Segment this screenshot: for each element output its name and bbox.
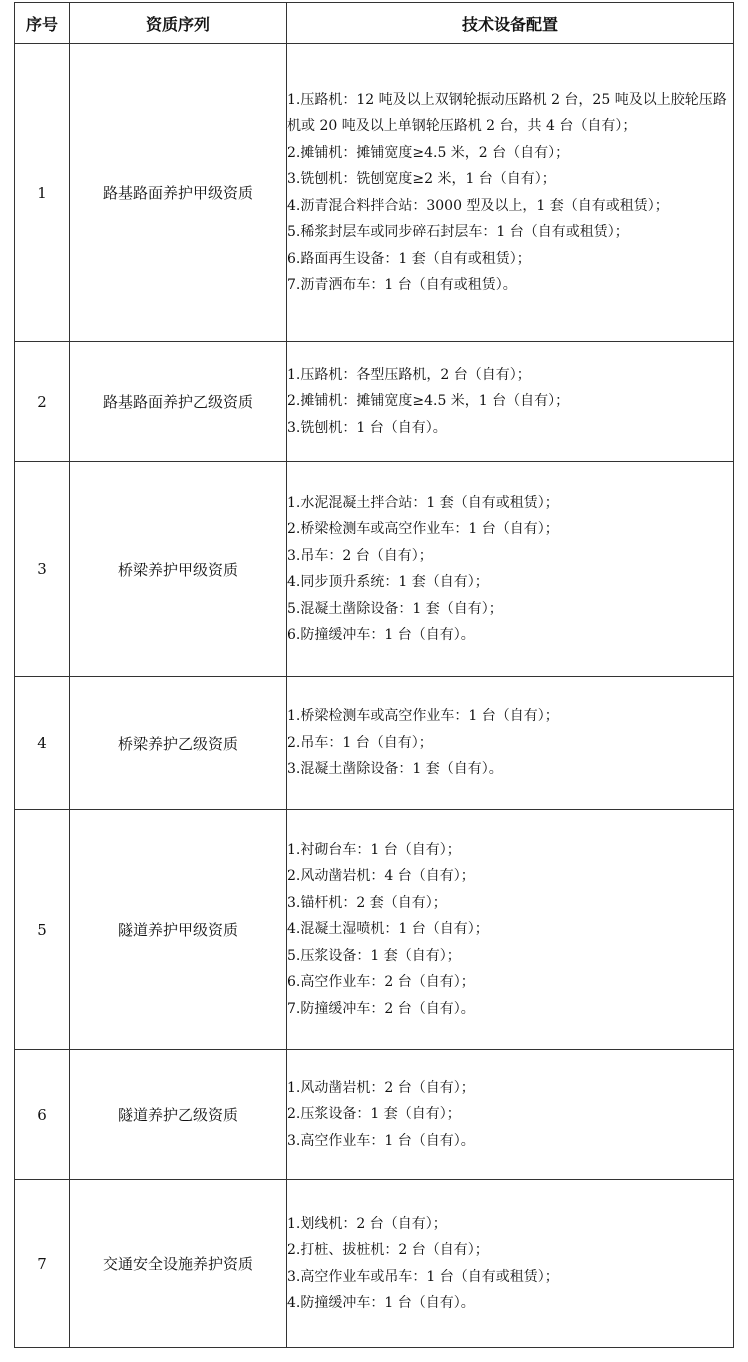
equipment-item: 3.铣刨机：1 台（自有）。 [287,419,447,436]
equipment-item: 2.摊铺机：摊铺宽度≥4.5 米，1 台（自有）； [287,393,570,410]
equipment-item: 2.打桩、拔桩机：2 台（自有）； [287,1242,489,1258]
equipment-item: 3.混凝土凿除设备：1 套（自有）。 [287,761,503,778]
equipment-item: 4.沥青混合料拌合站：3000 型及以上，1 套（自有或租赁）； [287,197,669,214]
header-qualification-sequence: 资质序列 [70,3,287,44]
table-row [15,1050,734,1180]
equipment-item: 6.高空作业车：2 台（自有）； [287,974,475,991]
row-number: 2 [15,342,70,462]
qualification-name: 交通安全设施养护资质 [70,1180,287,1348]
equipment-item: 6.防撞缓冲车：1 台（自有）。 [287,627,475,643]
equipment-item: 2.吊车：1 台（自有）； [287,734,433,751]
qualification-name: 隧道养护甲级资质 [70,810,287,1050]
equipment-item: 3.高空作业车或吊车：1 台（自有或租赁）； [287,1268,559,1285]
equipment-item: 3.铣刨机：铣刨宽度≥2 米，1 台（自有）； [287,171,556,187]
table-row [15,677,734,810]
equipment-item: 1.桥梁检测车或高空作业车：1 台（自有）； [287,708,559,725]
equipment-item: 4.同步顶升系统：1 套（自有）； [287,574,489,590]
equipment-item: 2.摊铺机：摊铺宽度≥4.5 米，2 台（自有）； [287,144,570,161]
equipment-item: 5.压浆设备：1 套（自有）； [287,947,461,964]
qualification-name: 路基路面养护乙级资质 [70,342,287,462]
row-number: 4 [15,677,70,810]
equipment-item: 1.风动凿岩机：2 台（自有）； [287,1079,475,1096]
equipment-item: 7.沥青洒布车：1 台（自有或租赁）。 [287,277,517,293]
equipment-list [287,1050,734,1180]
equipment-item: 1.水泥混凝土拌合站：1 套（自有或租赁）； [287,494,559,511]
equipment-item: 2.风动凿岩机：4 台（自有）； [287,868,475,885]
equipment-item: 6.路面再生设备：1 套（自有或租赁）； [287,250,531,267]
table-row [15,44,734,342]
equipment-item: 3.锚杆机：2 套（自有）； [287,894,447,911]
row-number: 3 [15,462,70,677]
header-no: 序号 [15,3,70,44]
equipment-item: 1.压路机：12 吨及以上双钢轮振动压路机 2 台，25 吨及以上胶轮压路机或 20 吨及以上单钢轮压路机 2 台，共 4 台（自有）； [287,91,727,134]
qualification-name: 桥梁养护甲级资质 [70,462,287,677]
equipment-item: 7.防撞缓冲车：2 台（自有）。 [287,1000,475,1017]
equipment-list [287,462,734,677]
row-number: 5 [15,810,70,1050]
equipment-item: 3.高空作业车：1 台（自有）。 [287,1132,475,1149]
header-equipment-configuration: 技术设备配置 [287,3,734,44]
equipment-item: 4.防撞缓冲车：1 台（自有）。 [287,1295,475,1311]
equipment-item: 1.划线机：2 台（自有）； [287,1215,447,1232]
equipment-item: 1.衬砌台车：1 台（自有）； [287,841,461,858]
qualification-equipment-table [14,2,734,1348]
qualification-name: 桥梁养护乙级资质 [70,677,287,810]
equipment-list [287,44,734,342]
equipment-item: 2.压浆设备：1 套（自有）； [287,1106,461,1123]
equipment-list [287,677,734,810]
table-row [15,1180,734,1348]
equipment-item: 5.稀浆封层车或同步碎石封层车：1 台（自有或租赁）； [287,224,629,240]
table-row [15,342,734,462]
equipment-item: 2.桥梁检测车或高空作业车：1 台（自有）； [287,521,559,537]
equipment-list [287,1180,734,1348]
equipment-list [287,342,734,462]
equipment-item: 1.压路机：各型压路机，2 台（自有）； [287,366,531,383]
equipment-list [287,810,734,1050]
equipment-item: 5.混凝土凿除设备：1 套（自有）； [287,600,503,617]
table-row [15,462,734,677]
qualification-name: 路基路面养护甲级资质 [70,44,287,342]
row-number: 7 [15,1180,70,1348]
table-row [15,810,734,1050]
qualification-name: 隧道养护乙级资质 [70,1050,287,1180]
equipment-item: 4.混凝土湿喷机：1 台（自有）； [287,921,489,938]
equipment-item: 3.吊车：2 台（自有）； [287,547,433,564]
row-number: 6 [15,1050,70,1180]
table-header-row [15,3,734,44]
row-number: 1 [15,44,70,342]
